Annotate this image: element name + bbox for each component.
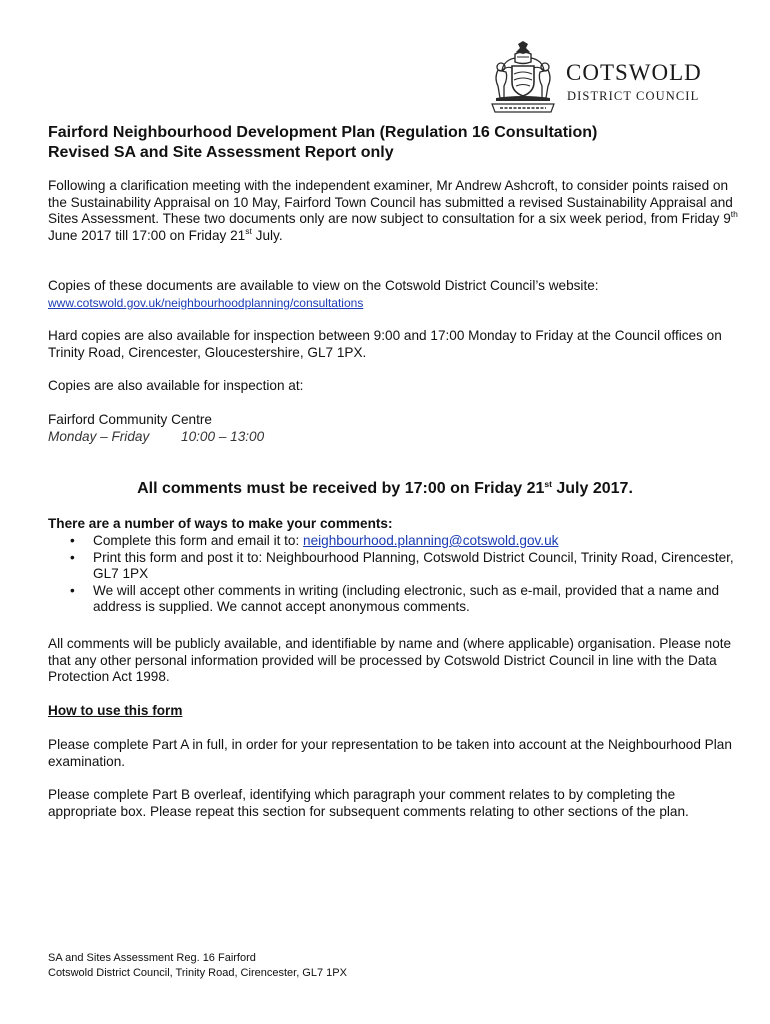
list-item xyxy=(48,550,738,583)
comments-deadline xyxy=(48,478,722,500)
ways-list xyxy=(48,533,738,616)
email-link[interactable]: neighbourhood.planning@cotswold.gov.uk xyxy=(303,533,559,548)
public-notice-paragraph: All comments will be publicly available, and identifiable by name and (where applicable) organisation. Please note that any other personal information provided will be processed by Cotswold District Council in line with the Data Protection Act 1998. xyxy=(48,636,732,685)
inspection-venue-block xyxy=(48,412,738,445)
inspection-days: Monday – Friday xyxy=(48,428,150,444)
council-logo xyxy=(488,40,720,114)
bullet-icon: • xyxy=(70,582,75,598)
footer-line-1: SA and Sites Assessment Reg. 16 Fairford xyxy=(48,952,256,964)
intro-paragraph xyxy=(48,178,738,244)
intro-text-b: June 2017 till 17:00 on Friday 21 xyxy=(48,227,246,243)
copies-text: Copies of these documents are available to view on the Cotswold District Council’s website: xyxy=(48,278,599,293)
intro-sup-a: th xyxy=(730,209,738,220)
deadline-sup: st xyxy=(544,479,552,489)
inspection-text: Copies are also available for inspection at: xyxy=(48,378,304,393)
inspection-hours: 10:00 – 13:00 xyxy=(181,428,265,444)
intro-sup-b: st xyxy=(245,225,252,236)
copies-paragraph xyxy=(48,278,738,311)
page-title xyxy=(48,123,748,163)
consultations-link[interactable]: www.cotswold.gov.uk/neighbourhoodplanning/consultations xyxy=(48,295,364,310)
bullet-icon: • xyxy=(70,533,75,548)
deadline-text-b: July 2017. xyxy=(551,480,633,497)
footer-line-2: Cotswold District Council, Trinity Road, Cirencester, GL7 1PX xyxy=(48,966,347,979)
how-to-heading: How to use this form xyxy=(48,703,183,718)
ways-item1-text: Complete this form and email it to: xyxy=(93,533,304,548)
inspection-venue: Fairford Community Centre xyxy=(48,412,212,427)
logo-council-name: COTSWOLD xyxy=(566,60,702,85)
ways-item2-text: Print this form and post it to: Neighbourhood Planning, Cotswold District Council, Trinity Road, Cirencester, GL7 1PX xyxy=(93,549,734,582)
ways-heading: There are a number of ways to make your comments: xyxy=(48,516,393,531)
bullet-icon: • xyxy=(70,549,75,565)
intro-text-c: July. xyxy=(251,227,283,243)
page-footer xyxy=(48,951,347,980)
ways-item3-text: We will accept other comments in writing (including electronic, such as e-mail, provided that a name and address is supplied. We cannot accept anonymous comments. xyxy=(93,582,720,615)
part-b-paragraph: Please complete Part B overleaf, identifying which paragraph your comment relates to by completing the appropriate box. Please repeat this section for subsequent comments relating to other sections of the plan. xyxy=(48,787,689,819)
deadline-text-a: All comments must be received by 17:00 on Friday 21 xyxy=(137,480,545,497)
list-item xyxy=(48,583,738,616)
intro-text-a: Following a clarification meeting with the independent examiner, Mr Andrew Ashcroft, to consider points raised on the Sustainability Appraisal on 10 May, Fairford Town Council has submitted a revised Sustainability Appraisal and Sites Assessment. These two documents only are now subject to consultation for a six week period, from Friday 9 xyxy=(48,178,733,227)
hard-copies-paragraph: Hard copies are also available for inspection between 9:00 and 17:00 Monday to Friday at the Council offices on Trinity Road, Cirencester, Gloucestershire, GL7 1PX. xyxy=(48,328,722,360)
part-a-paragraph: Please complete Part A in full, in order for your representation to be taken into account at the Neighbourhood Plan examination. xyxy=(48,737,732,769)
logo-council-subtitle: DISTRICT COUNCIL xyxy=(567,89,700,103)
title-line-1: Fairford Neighbourhood Development Plan (Regulation 16 Consultation) xyxy=(48,124,598,141)
list-item xyxy=(48,533,738,550)
coat-of-arms-icon xyxy=(488,40,558,114)
title-line-2: Revised SA and Site Assessment Report only xyxy=(48,144,394,161)
